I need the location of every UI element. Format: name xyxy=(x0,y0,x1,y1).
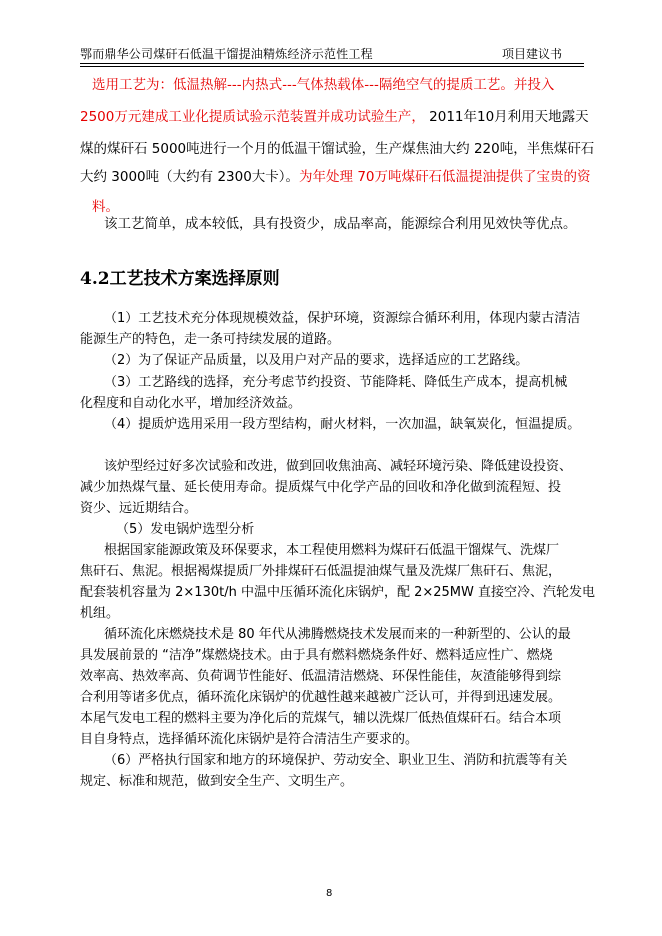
furnace-line-2: 减少加热煤气量、延长使用寿命。提质煤气中化学产品的回收和净化做到流程短、投 xyxy=(80,480,562,495)
intro-line-1: 选用工艺为：低温热解---内热式---气体热载体---隔绝空气的提质工艺。并投入 xyxy=(92,77,555,93)
item-4: （4）提质炉选用采用一段方型结构，耐火材料，一次加温，缺氧炭化，恒温提质。 xyxy=(104,417,581,432)
item-6-line-1: （6）严格执行国家和地方的环境保护、劳动安全、职业卫生、消防和抗震等有关 xyxy=(104,753,568,768)
boiler-c-line-2: 目自身特点，选择循环流化床锅炉是符合清洁生产要求的。 xyxy=(80,732,419,747)
section-heading: 4.2工艺技术方案选择原则 xyxy=(80,269,280,289)
boiler-a-line-1: 根据国家能源政策及环保要求，本工程使用燃料为煤矸石低温干馏煤气、洗煤厂 xyxy=(104,543,560,558)
boiler-b-line-1: 循环流化床燃烧技术是 80 年代从沸腾燃烧技术发展而来的一种新型的、公认的最 xyxy=(104,627,571,642)
intro-line-4-red: 为年处理 70万吨煤矸石低温提油提供了宝贵的资 xyxy=(299,169,591,185)
boiler-heading: （5）发电锅炉选型分析 xyxy=(116,522,255,537)
item-6-line-2: 规定、标准和规范，做到安全生产、文明生产。 xyxy=(80,774,354,789)
header-rule-double xyxy=(80,66,584,67)
header-doc-type: 项目建议书 xyxy=(502,47,563,61)
intro-line-5: 料。 xyxy=(92,199,119,215)
intro-line-6: 该工艺简单，成本较低，具有投资少，成品率高，能源综合利用见效快等优点。 xyxy=(104,216,577,232)
furnace-line-3: 资少、远近期结合。 xyxy=(80,501,198,516)
item-3-line-2: 化程度和自动化水平，增加经济效益。 xyxy=(80,396,302,411)
boiler-a-line-2: 焦矸石、焦泥。根据褐煤提质厂外排煤矸石低温提油煤气量及洗煤厂焦矸石、焦泥， xyxy=(80,564,562,579)
boiler-a-line-3: 配套装机容量为 2×130t/h 中温中压循环流化床锅炉，配 2×25MW 直接空冷、汽轮发电 xyxy=(80,585,595,600)
boiler-b-line-4: 合利用等诸多优点，循环流化床锅炉的优越性越来越被广泛认可，并得到迅速发展。 xyxy=(80,690,562,705)
header-title: 鄂而鼎华公司煤矸石低温干馏提油精炼经济示范性工程 xyxy=(80,47,373,61)
item-3-line-1: （3）工艺路线的选择，充分考虑节约投资、节能降耗、降低生产成本，提高机械 xyxy=(104,375,568,390)
page-number: 8 xyxy=(326,888,333,899)
boiler-b-line-2: 具发展前景的 “洁净”煤燃烧技术。由于具有燃料燃烧条件好、燃料适应性广、燃烧 xyxy=(80,648,553,663)
header-rule xyxy=(80,63,584,64)
intro-line-4 xyxy=(80,165,591,185)
boiler-a-line-4: 机组。 xyxy=(80,606,120,621)
item-1-line-2: 能源生产的特色，走一条可持续发展的道路。 xyxy=(80,332,341,347)
intro-line-3: 煤的煤矸石 5000吨进行一个月的低温干馏试验，生产煤焦油大约 220吨，半焦煤矸石 xyxy=(80,141,595,157)
item-2: （2）为了保证产品质量，以及用户对产品的要求，选择适应的工艺路线。 xyxy=(104,353,529,368)
boiler-c-line-1: 本尾气发电工程的燃料主要为净化后的荒煤气，辅以洗煤厂低热值煤矸石。结合本项 xyxy=(80,711,562,726)
boiler-b-line-3: 效率高、热效率高、负荷调节性能好、低温清洁燃烧、环保性能佳，灰渣能够得到综 xyxy=(80,669,562,684)
intro-line-2-black: 2011年10月利用天地露天 xyxy=(424,109,589,125)
item-1-line-1: （1）工艺技术充分体现规模效益，保护环境，资源综合循环利用，体现内蒙古清洁 xyxy=(104,311,581,326)
furnace-line-1: 该炉型经过好多次试验和改进，做到回收焦油高、减轻环境污染、降低建设投资、 xyxy=(104,459,573,474)
intro-line-4-black: 大约 3000吨（大约有 2300大卡）。 xyxy=(80,169,300,185)
intro-line-2 xyxy=(80,105,589,125)
intro-line-2-red: 2500万元建成工业化提质试验示范装置并成功试验生产， xyxy=(80,109,425,125)
